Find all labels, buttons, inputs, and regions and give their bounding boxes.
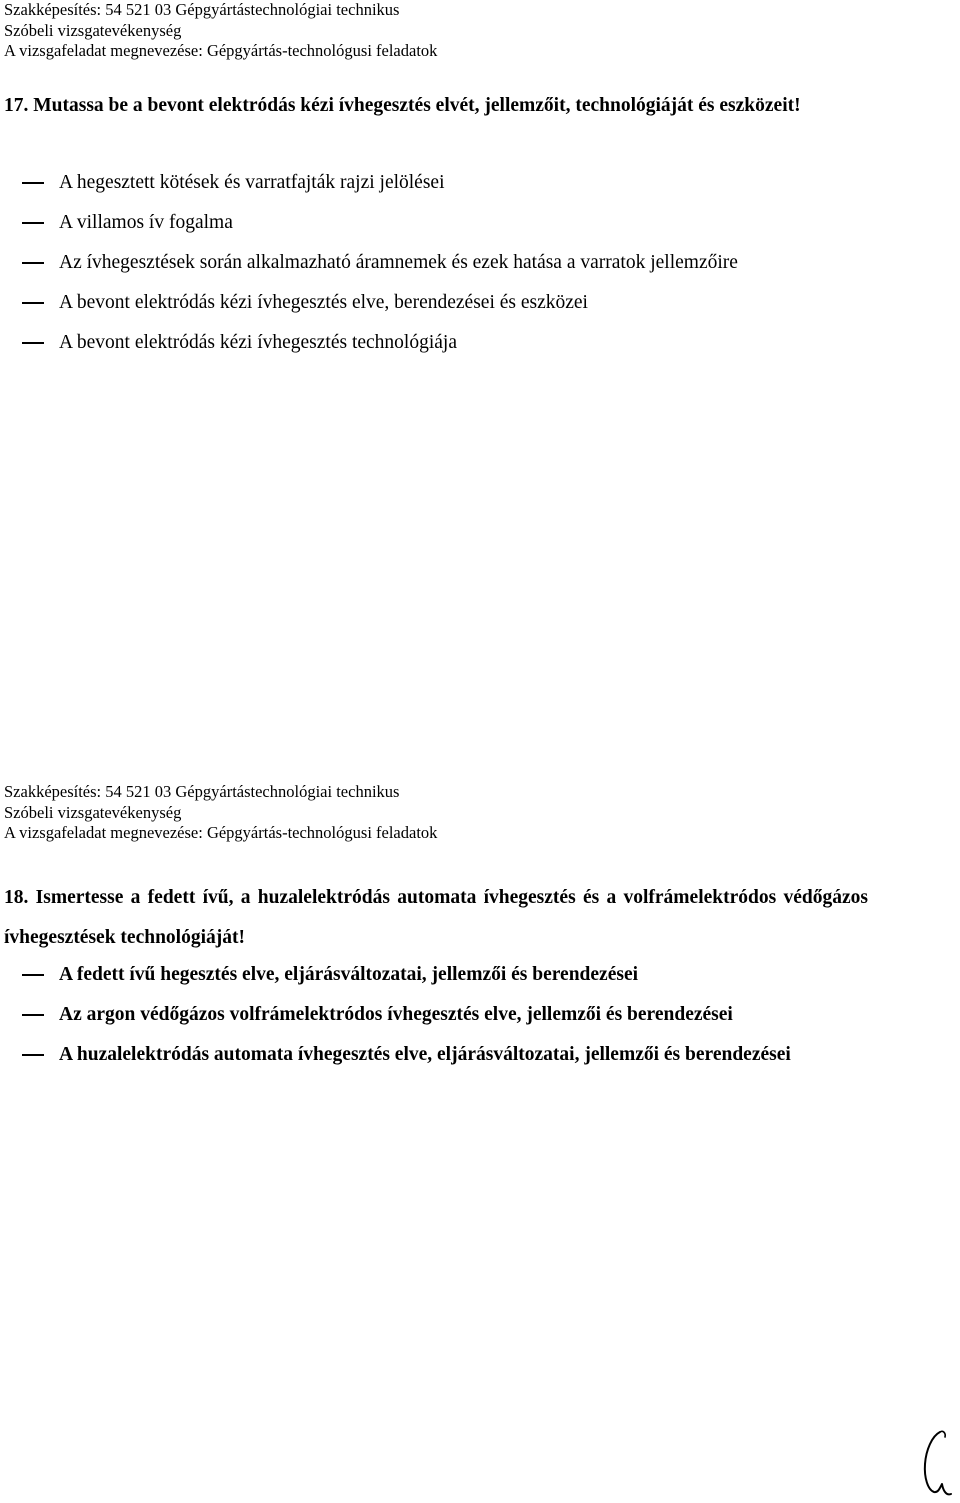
list-item-text: A huzalelektródás automata ívhegesztés elve, eljárásváltozatai, jellemzői és berendezései (59, 1044, 791, 1065)
list-item (0, 203, 868, 243)
header-task-name: A vizsgafeladat megnevezése: Gépgyártás-technológusi feladatok (4, 823, 438, 842)
dash-icon (22, 974, 44, 976)
header-task-name: A vizsgafeladat megnevezése: Gépgyártás-technológusi feladatok (4, 41, 438, 60)
list-item-text: A villamos ív fogalma (59, 212, 233, 233)
list-item (0, 955, 868, 995)
list-item (0, 163, 868, 203)
list-item-text: A hegesztett kötések és varratfajták rajzi jelölései (59, 172, 445, 193)
list-item (0, 243, 868, 283)
list-item (0, 283, 868, 323)
list-item (0, 1035, 868, 1075)
list-item (0, 323, 868, 363)
task-18-title: 18. Ismertesse a fedett ívű, a huzalelektródás automata ívhegesztés és a volfrámelektródos védőgázos ívhegesztések technológiáját! (4, 887, 868, 948)
page-header (4, 0, 437, 62)
header-exam-type: Szóbeli vizsgatevékenység (4, 802, 182, 822)
list-item-text: Az ívhegesztések során alkalmazható áramnemek és ezek hatása a varratok jellemzőire (59, 252, 738, 273)
dash-icon (22, 262, 44, 264)
header-qualification: Szakképesítés: 54 521 03 Gépgyártástechnológiai technikus (4, 782, 400, 801)
task-18-bullet-list (0, 955, 868, 1075)
list-item-text: A bevont elektródás kézi ívhegesztés technológiája (59, 332, 457, 353)
dash-icon (22, 222, 44, 224)
handwritten-signature-icon (918, 1428, 958, 1500)
task-17-bullet-list (0, 163, 868, 363)
page-header (4, 782, 437, 844)
list-item-text: A bevont elektródás kézi ívhegesztés elve, berendezései és eszközei (59, 292, 588, 313)
list-item-text: A fedett ívű hegesztés elve, eljárásváltozatai, jellemzői és berendezései (59, 964, 639, 985)
dash-icon (22, 342, 44, 344)
dash-icon (22, 302, 44, 304)
header-qualification: Szakképesítés: 54 521 03 Gépgyártástechnológiai technikus (4, 0, 400, 19)
dash-icon (22, 1014, 44, 1016)
header-exam-type: Szóbeli vizsgatevékenység (4, 20, 182, 40)
task-17-title: 17. Mutassa be a bevont elektródás kézi ívhegesztés elvét, jellemzőit, technológiáját és eszközeit! (4, 95, 801, 116)
list-item (0, 995, 868, 1035)
dash-icon (22, 182, 44, 184)
dash-icon (22, 1054, 44, 1056)
list-item-text: Az argon védőgázos volfrámelektródos ívhegesztés elve, jellemzői és berendezései (59, 1004, 733, 1025)
